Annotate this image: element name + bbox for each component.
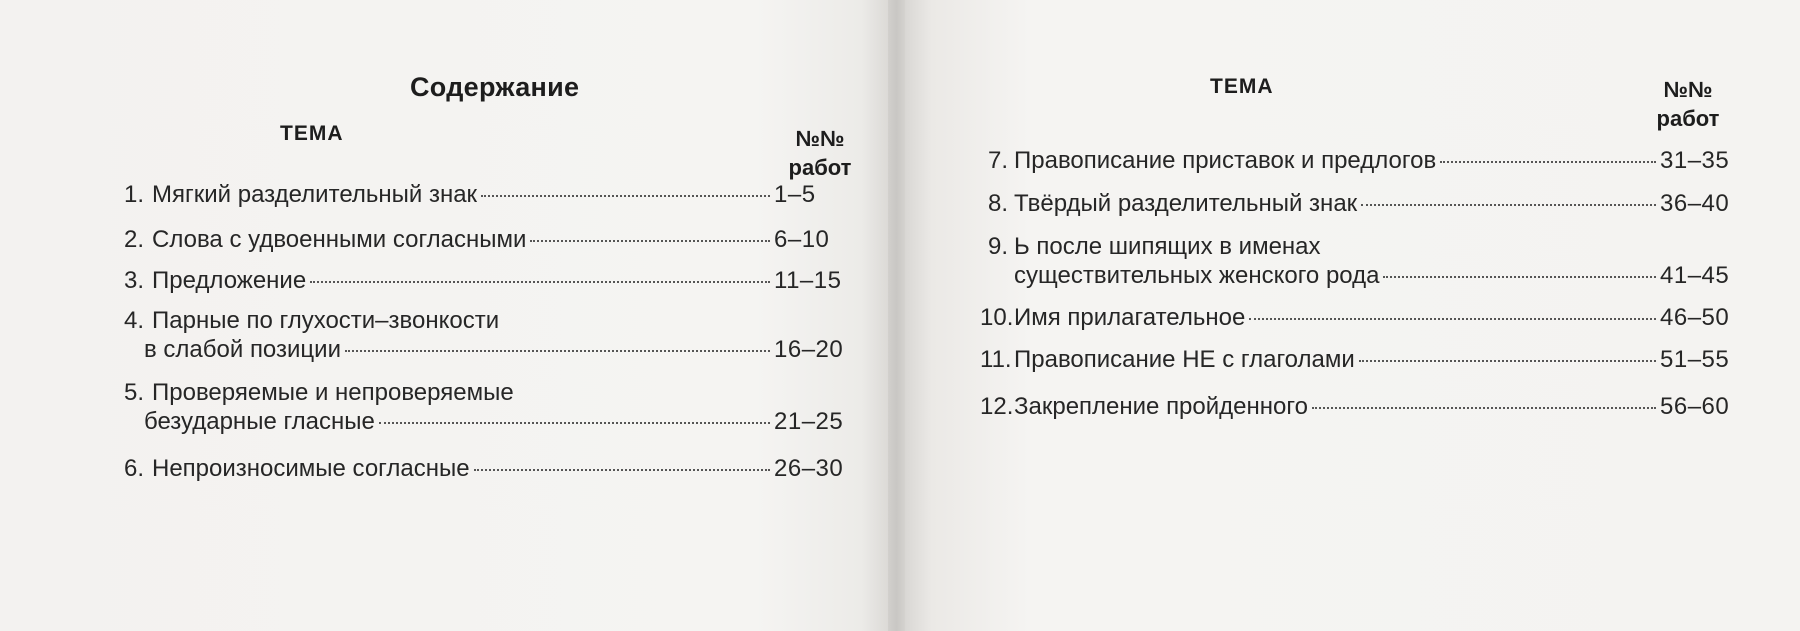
book-gutter — [888, 0, 905, 631]
toc-entry-9 — [980, 232, 1740, 290]
dot-leader — [1359, 360, 1656, 362]
works-numbers-header — [772, 124, 868, 182]
toc-entry-pages: 11–15 — [774, 267, 842, 294]
toc-entry-5 — [114, 378, 854, 436]
toc-entry-pages: 6–10 — [774, 226, 830, 253]
toc-entry-title-continued: существительных женского рода — [1014, 262, 1380, 289]
toc-entry-pages: 31–35 — [1660, 147, 1730, 174]
dot-leader — [379, 422, 770, 424]
toc-entry-6 — [114, 454, 854, 483]
toc-entry-title: Правописание НЕ с глаголами — [1014, 346, 1355, 373]
contents-title: Содержание — [410, 72, 580, 102]
toc-entry-4 — [114, 306, 854, 364]
toc-entry-number: 4. — [123, 307, 144, 334]
works-numbers-header-line1: №№ — [1663, 77, 1713, 102]
works-numbers-header — [1640, 75, 1736, 133]
toc-entry-3 — [114, 266, 854, 295]
toc-entry-pages: 46–50 — [1660, 304, 1730, 331]
dot-leader — [1440, 161, 1656, 163]
dot-leader — [345, 350, 770, 352]
topic-column-header: ТЕМА — [280, 122, 344, 145]
toc-entry-number: 9. — [987, 233, 1008, 260]
left-page — [0, 0, 888, 631]
dot-leader — [310, 281, 770, 283]
toc-entry-title: Парные по глухости–звонкости — [152, 307, 500, 334]
toc-entry-pages: 56–60 — [1660, 393, 1730, 420]
dot-leader — [530, 240, 770, 242]
toc-entry-title-continued: безударные гласные — [144, 408, 375, 435]
toc-entry-12 — [980, 392, 1740, 421]
toc-entry-number: 5. — [123, 379, 144, 406]
toc-entry-number: 7. — [987, 147, 1008, 174]
toc-entry-1 — [114, 180, 854, 209]
toc-entry-number: 6. — [123, 455, 144, 482]
toc-entry-pages: 41–45 — [1660, 262, 1730, 289]
dot-leader — [1361, 204, 1656, 206]
toc-entry-title: Непроизносимые согласные — [152, 455, 470, 482]
toc-entry-2 — [114, 225, 854, 254]
toc-entry-title: Закрепление пройденного — [1014, 393, 1308, 420]
toc-entry-number: 11. — [980, 346, 1012, 373]
toc-entry-title: Проверяемые и непроверяемые — [152, 379, 514, 406]
toc-entry-title: Предложение — [152, 267, 307, 294]
toc-entry-pages: 26–30 — [774, 455, 844, 482]
toc-entry-number: 3. — [123, 267, 144, 294]
toc-entry-number: 2. — [123, 226, 144, 253]
toc-entry-pages: 16–20 — [774, 336, 844, 363]
works-numbers-header-line1: №№ — [795, 126, 845, 151]
toc-entry-10 — [980, 303, 1740, 332]
toc-entry-title: Имя прилагательное — [1014, 304, 1246, 331]
toc-entry-pages: 51–55 — [1660, 346, 1730, 373]
toc-entry-title: Правописание приставок и предлогов — [1014, 147, 1437, 174]
toc-entry-number: 1. — [123, 181, 144, 208]
dot-leader — [1383, 276, 1656, 278]
toc-entry-11 — [980, 345, 1740, 374]
toc-entry-8 — [980, 189, 1740, 218]
works-numbers-header-line2: работ — [788, 155, 852, 180]
toc-entry-pages: 36–40 — [1660, 190, 1730, 217]
toc-entry-title: Твёрдый разделительный знак — [1014, 190, 1358, 217]
dot-leader — [1312, 407, 1656, 409]
toc-entry-title-continued: в слабой позиции — [144, 336, 341, 363]
works-numbers-header-line2: работ — [1656, 106, 1720, 131]
dot-leader — [481, 195, 770, 197]
toc-entry-7 — [980, 146, 1740, 175]
toc-entry-number: 8. — [987, 190, 1008, 217]
toc-entry-title: Слова с удвоенными согласными — [152, 226, 527, 253]
dot-leader — [1249, 318, 1656, 320]
toc-entry-number: 12. — [980, 393, 1014, 420]
right-page — [905, 0, 1800, 631]
toc-entry-title: Ь после шипящих в именах — [1014, 233, 1321, 260]
toc-entry-number: 10. — [980, 304, 1014, 331]
toc-entry-title: Мягкий разделительный знак — [152, 181, 478, 208]
dot-leader — [474, 469, 770, 471]
topic-column-header: ТЕМА — [1210, 75, 1274, 98]
toc-entry-pages: 1–5 — [774, 181, 816, 208]
toc-entry-pages: 21–25 — [774, 408, 844, 435]
